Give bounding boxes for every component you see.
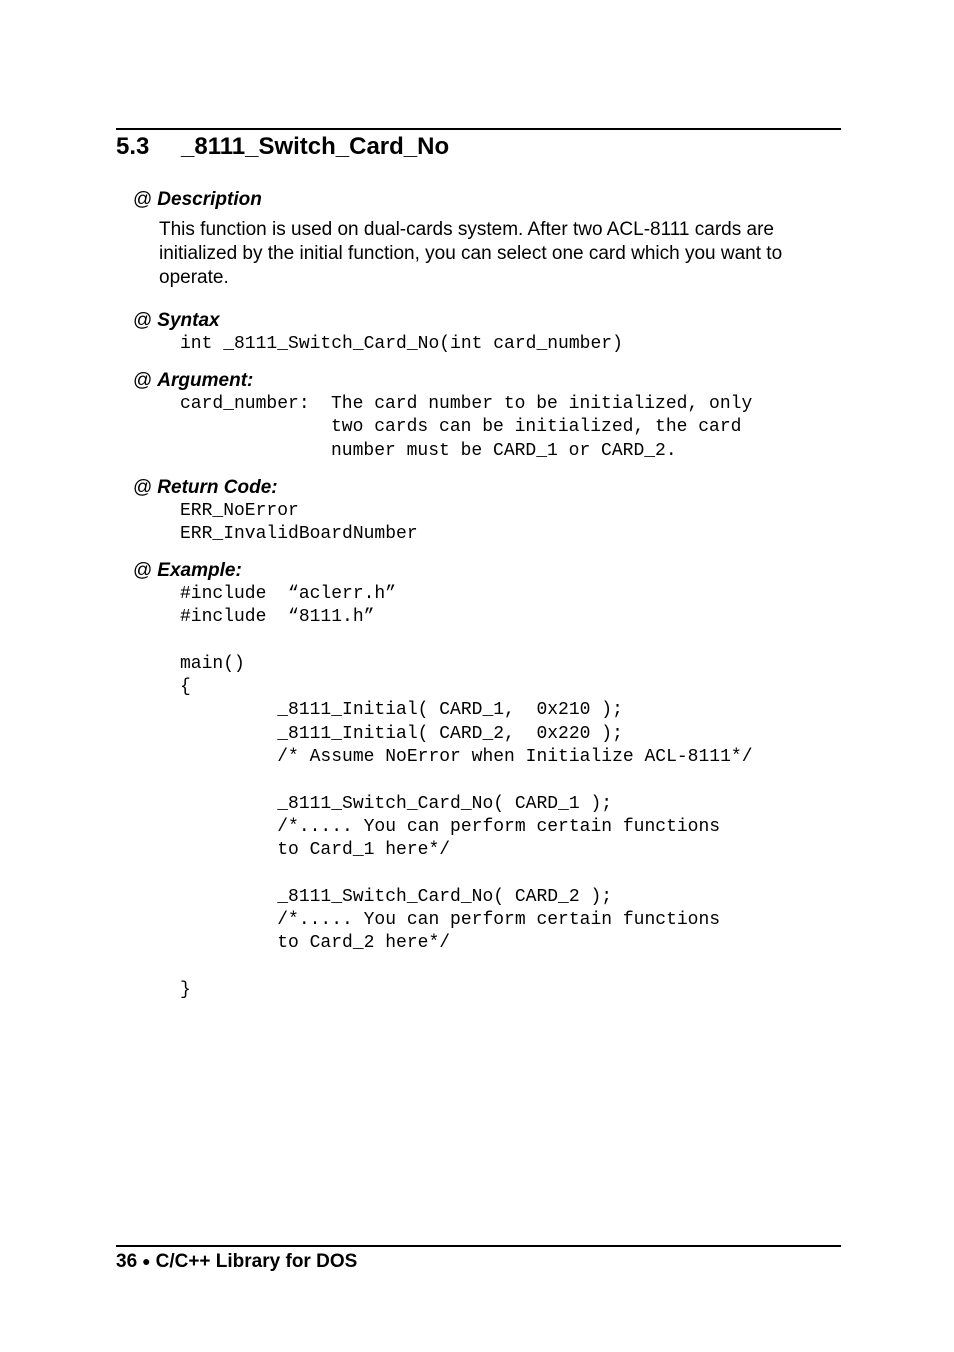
- page-number: 36: [116, 1251, 138, 1272]
- section-number: 5.3: [116, 133, 150, 160]
- code-line: _8111_Switch_Card_No( CARD_2 );: [180, 886, 613, 907]
- example-heading: @ Example:: [133, 560, 242, 581]
- footer-title: C/C++ Library for DOS: [155, 1251, 358, 1272]
- argument-line: number must be CARD_1 or CARD_2.: [331, 440, 677, 461]
- description-line: This function is used on dual-cards system. After two ACL-8111 cards are: [159, 219, 774, 240]
- code-line: /* Assume NoError when Initialize ACL-8111*/: [180, 747, 753, 768]
- code-line: [180, 630, 753, 653]
- code-line: _8111_Initial( CARD_2, 0x220 );: [180, 723, 623, 744]
- description-line: initialized by the initial function, you can select one card which you want to: [159, 243, 783, 264]
- code-line: [180, 769, 753, 792]
- argument-description: [331, 393, 752, 463]
- code-line: /*..... You can perform certain functions: [180, 816, 721, 837]
- return-code-item: ERR_InvalidBoardNumber: [180, 524, 418, 545]
- section-heading: [116, 131, 449, 163]
- code-line: #include “8111.h”: [180, 607, 375, 628]
- footer-rule: [116, 1245, 841, 1247]
- return-code-heading: @ Return Code:: [133, 477, 278, 498]
- code-line: {: [180, 677, 191, 698]
- code-line: main(): [180, 653, 245, 674]
- code-line: _8111_Initial( CARD_1, 0x210 );: [180, 700, 623, 721]
- return-code-list: [180, 500, 418, 547]
- argument-name: card_number:: [180, 394, 310, 414]
- return-code-item: ERR_NoError: [180, 501, 299, 521]
- page-footer: [116, 1249, 357, 1275]
- syntax-heading: @ Syntax: [133, 310, 220, 331]
- code-line: [180, 863, 753, 886]
- argument-line: The card number to be initialized, only: [331, 394, 753, 414]
- code-line: to Card_1 here*/: [180, 840, 451, 861]
- description-line: operate.: [159, 267, 229, 288]
- header-rule: [116, 128, 841, 130]
- code-line: to Card_2 here*/: [180, 933, 451, 954]
- code-line: #include “aclerr.h”: [180, 584, 397, 604]
- code-line: /*..... You can perform certain functions: [180, 910, 721, 931]
- example-code: [180, 583, 753, 1002]
- description-heading: @ Description: [133, 189, 262, 210]
- code-line: _8111_Switch_Card_No( CARD_1 );: [180, 793, 613, 814]
- syntax-code: int _8111_Switch_Card_No(int card_number): [180, 334, 623, 354]
- code-line: }: [180, 980, 191, 1001]
- section-title: _8111_Switch_Card_No: [181, 133, 450, 160]
- code-line: [180, 956, 753, 979]
- argument-heading: @ Argument:: [133, 370, 254, 391]
- bullet-icon: ●: [142, 1253, 151, 1269]
- description-text: [159, 218, 849, 290]
- argument-line: two cards can be initialized, the card: [331, 417, 742, 438]
